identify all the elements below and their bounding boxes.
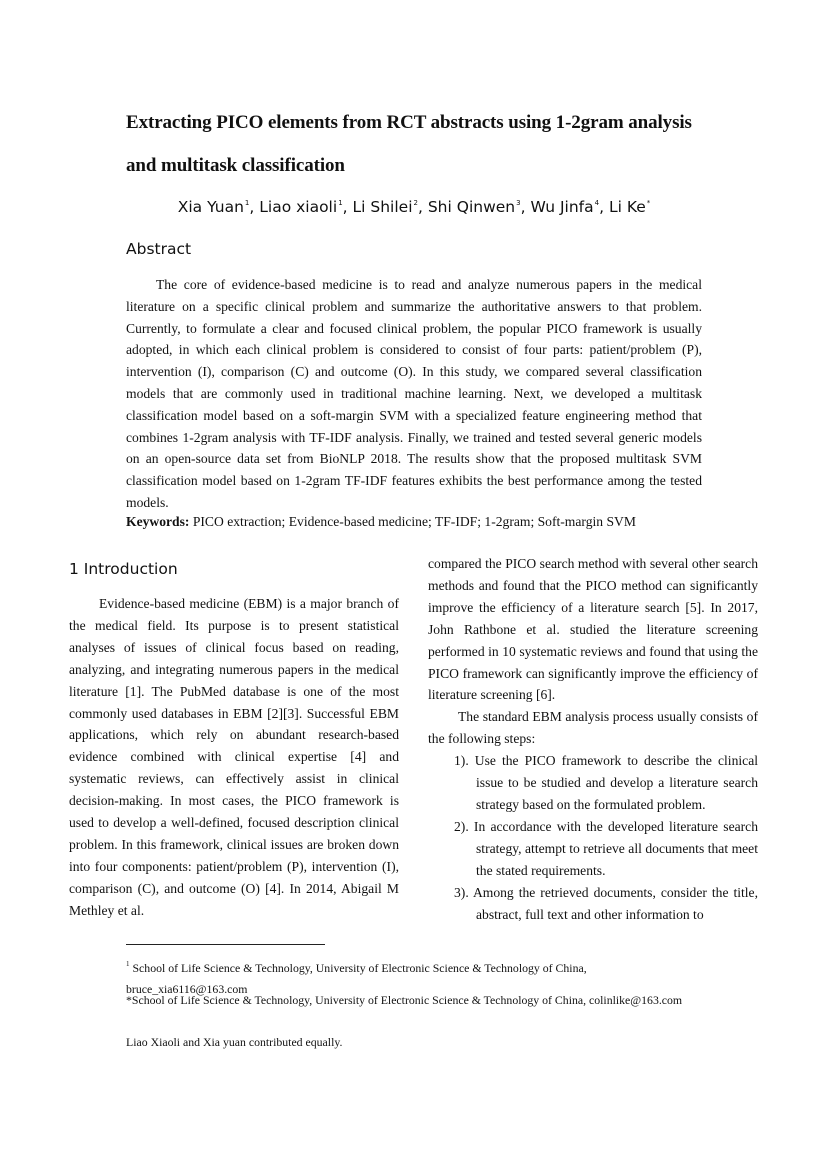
author: Wu Jinfa$^4$,: [530, 198, 609, 216]
author: Li Ke*: [608, 198, 651, 216]
abstract-heading: Abstract: [126, 240, 192, 258]
author: Li Shilei$^2$,: [352, 198, 428, 216]
author-list: [126, 198, 702, 216]
paper-title-line-1: Extracting PICO elements from RCT abstracts using 1-2gram analysis: [126, 112, 692, 133]
analysis-steps-list: [428, 750, 758, 925]
footnote-corresponding-author: *School of Life Science & Technology, University of Electronic Science & Technology of China, colinlike@163.com: [126, 993, 683, 1007]
intro-paragraph: Evidence-based medicine (EBM) is a major branch of the medical field. Its purpose is to present statistical analyses of issues of clinical focus based on reading, analyzing, and integrating numerous papers in the medical literature [1]. The PubMed database is one of the most commonly used databases in EBM [2][3]. Successful EBM applications, which rely on abundant research-based evidence combined with clinical expertise [4] and systematic reviews, can effectively assist in clinical decision-making. In most cases, the PICO framework is used to develop a well-defined, focused description clinical problem. In this framework, clinical issues are broken down into four components: patient/problem (P), intervention (I), comparison (C), and outcome (O) [4]. In 2014, Abigail M Methley et al.: [69, 596, 399, 918]
author: Shi Qinwen$^3$,: [427, 198, 531, 216]
intro-column-left: [69, 593, 399, 922]
intro-column-right: [428, 553, 758, 925]
keywords-label: Keywords:: [126, 514, 190, 529]
footnote-affiliation-1: $^1$ School of Life Science & Technology, University of Electronic Science & Technology of China, bruce_xia6116@163.com: [126, 960, 587, 996]
footnote-divider: [126, 944, 325, 945]
author: Liao xiaoli$^1$,: [259, 198, 353, 216]
section-heading-introduction: 1 Introduction: [69, 560, 178, 578]
keywords-text: PICO extraction; Evidence-based medicine; TF-IDF; 1-2gram; Soft-margin SVM: [189, 514, 636, 529]
keywords-line: [126, 512, 702, 532]
paper-title-line-2: and multitask classification: [126, 155, 345, 176]
intro-paragraph: The standard EBM analysis process usually consists of the following steps:: [428, 709, 758, 747]
intro-paragraph: compared the PICO search method with several other search methods and found that the PICO method can significantly improve the efficiency of a literature search [5]. In 2017, John Rathbone et al. studied the literature screening performed in 10 systematic reviews and found that using the PICO framework can significantly improve the efficiency of literature screening [6].: [428, 556, 758, 703]
list-item: 2). In accordance with the developed literature search strategy, attempt to retrieve all documents that meet the stated requirements.: [454, 818, 758, 878]
abstract-body: [126, 274, 702, 514]
abstract-paragraph: The core of evidence-based medicine is to read and analyze numerous papers in the medical literature on a specific clinical problem and summarize the authoritative answers to that problem. Currently, to formulate a clear and focused clinical problem, the popular PICO framework is usually adopted, in which each clinical problem is considered to consist of four parts: patient/problem (P), intervention (I), comparison (C) and outcome (O). In this study, we compared several classification models that are commonly used in traditional machine learning. Next, we developed a multitask classification model based on a soft-margin SVM with a specialized feature engineering method that combines 1-2gram analysis with TF-IDF analysis. Finally, we trained and tested several generic models on an open-source data set from BioNLP 2018. The results show that the proposed multitask SVM classification model based on 1-2gram TF-IDF features exhibits the best performance among the tested models.: [126, 277, 702, 510]
list-item: 3). Among the retrieved documents, consider the title, abstract, full text and other information to: [454, 884, 758, 922]
author: Xia Yuan$^1$,: [177, 198, 260, 216]
list-item: 1). Use the PICO framework to describe the clinical issue to be studied and develop a literature search strategy based on the formulated problem.: [454, 753, 758, 812]
footnote-equal-contribution: Liao Xiaoli and Xia yuan contributed equally.: [126, 1035, 343, 1049]
